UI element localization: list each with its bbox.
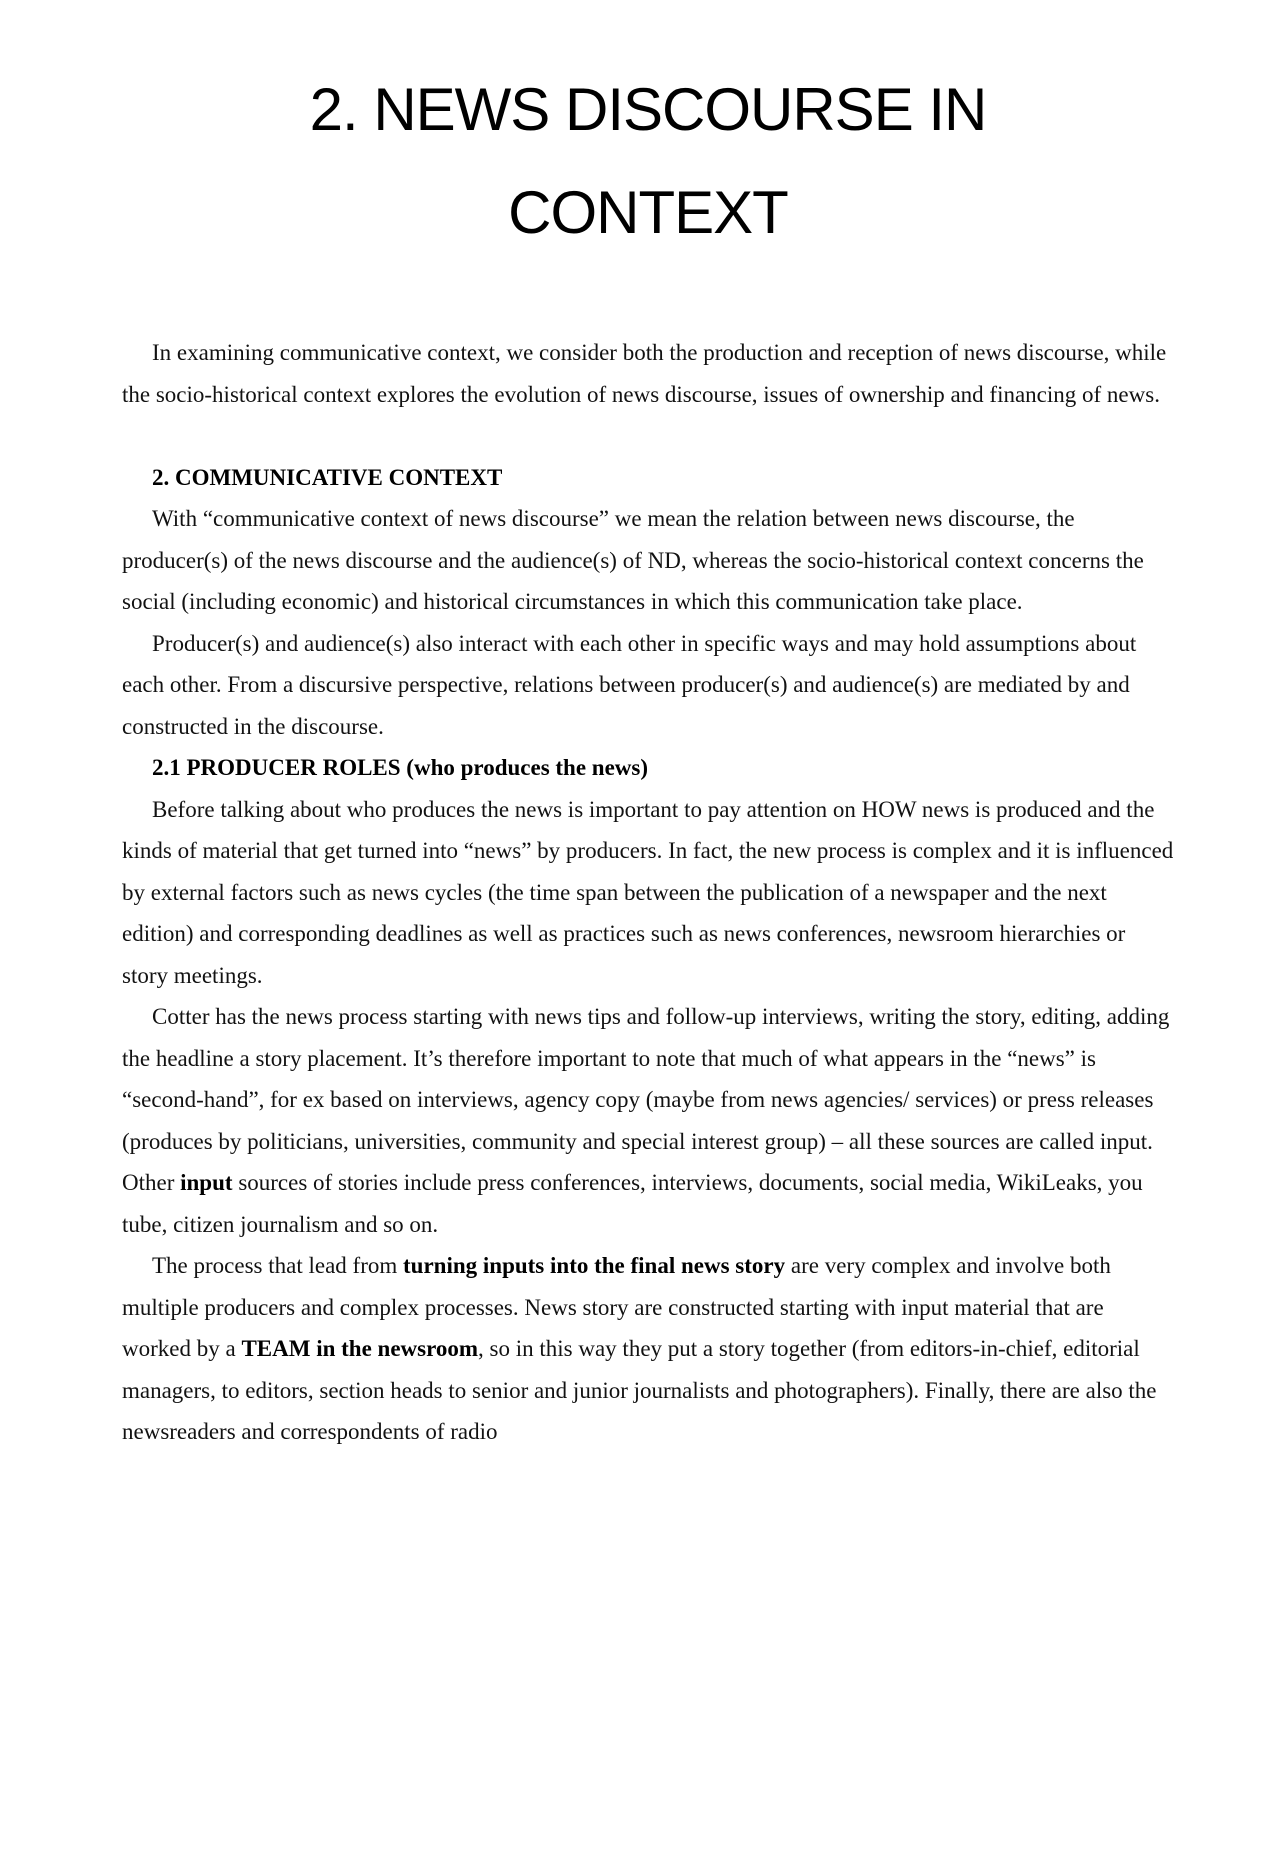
section-heading-producer-roles: 2.1 PRODUCER ROLES (who produces the news) <box>152 755 649 780</box>
document-page <box>0 58 1280 1869</box>
text-run-bold-input: input <box>180 1170 233 1195</box>
document-title <box>122 58 1174 264</box>
text-run: Cotter has the news process starting with news tips and follow-up interviews, writing the story, editing, adding the headline a story placement. It’s therefore important to note that much of what appears in the “news” is “second-hand”, for ex based on interviews, agency copy (maybe from news agencies/ services) or press releases (produces by politicians, universities, community and special interest group) – all these sources are called input. Other <box>122 1004 1170 1195</box>
document-title-line1: 2. NEWS DISCOURSE IN <box>309 76 987 143</box>
text-run-bold-team-newsroom: TEAM in the newsroom <box>241 1336 479 1361</box>
text-run: , so in this way they put a story together (from editors-in-chief, editorial managers, to editors, section heads to senior and junior journalists and photographers). Finally, there are also the newsreaders and correspondents of radio <box>122 1336 1157 1444</box>
text-run-bold-turning-inputs: turning inputs into the final news story <box>403 1253 786 1278</box>
section-heading-communicative-context: 2. COMMUNICATIVE CONTEXT <box>152 464 503 490</box>
paragraph-communicative-1: With “communicative context of news discourse” we mean the relation between news discourse, the producer(s) of the news discourse and the audience(s) of ND, whereas the socio-historical context concerns the social (including economic) and historical circumstances in which this communication take place. <box>122 506 1144 614</box>
intro-paragraph: In examining communicative context, we consider both the production and reception of news discourse, while the socio-historical context explores the evolution of news discourse, issues of ownership and financing of news. <box>122 340 1167 407</box>
text-run: sources of stories include press conferences, interviews, documents, social media, WikiLeaks, you tube, citizen journalism and so on. <box>122 1170 1143 1237</box>
text-run: are very complex and involve both multiple producers and complex processes. News story are constructed starting with input material that are worked by a <box>122 1253 1111 1361</box>
text-run: The process that lead from <box>152 1253 403 1278</box>
paragraph-producer-roles-3 <box>122 1245 1174 1453</box>
document-title-line2: CONTEXT <box>508 179 788 246</box>
paragraph-communicative-2: Producer(s) and audience(s) also interact with each other in specific ways and may hold assumptions about each other. From a discursive perspective, relations between producer(s) and audience(s) are mediated by and constructed in the discourse. <box>122 630 1137 739</box>
document-body <box>122 332 1174 1453</box>
paragraph-producer-roles-1: Before talking about who produces the news is important to pay attention on HOW news is produced and the kinds of material that get turned into “news” by producers. In fact, the new process is complex and it is influenced by external factors such as news cycles (the time span between the publication of a newspaper and the next edition) and corresponding deadlines as well as practices such as news conferences, newsroom hierarchies or story meetings. <box>122 796 1174 988</box>
paragraph-producer-roles-2 <box>122 996 1174 1245</box>
